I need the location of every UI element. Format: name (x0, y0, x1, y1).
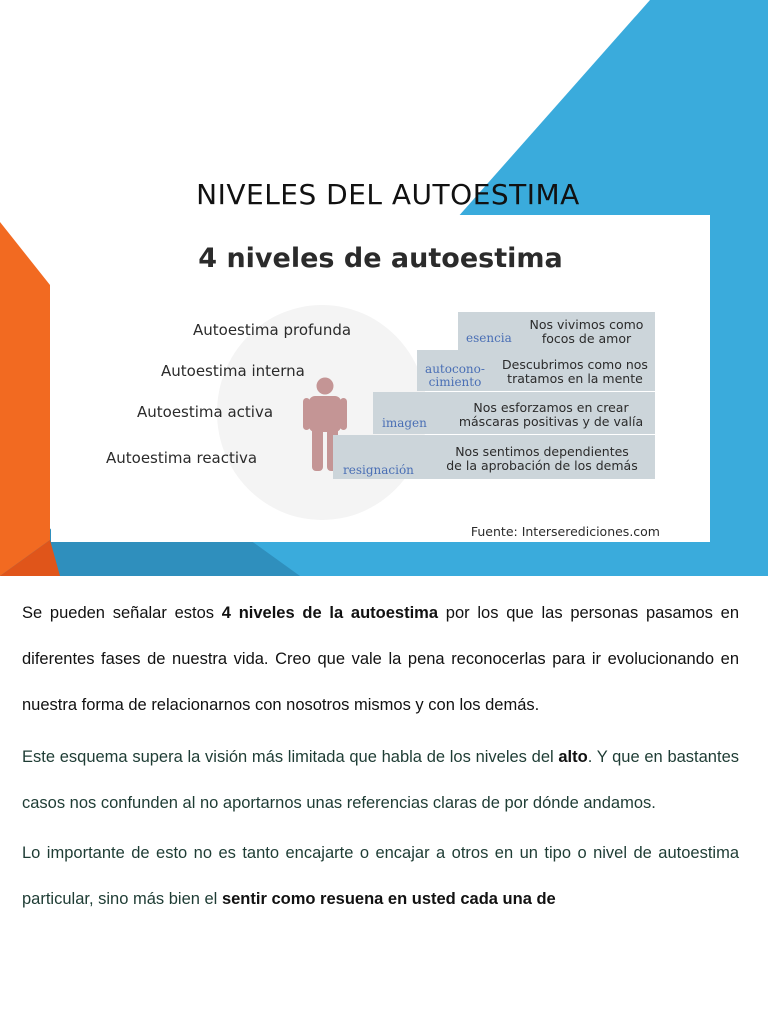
level-label-profunda: Autoestima profunda (193, 321, 352, 339)
step-autoconocimiento (417, 350, 655, 391)
step-word-line: autocono- (425, 362, 485, 376)
level-label-interna: Autoestima interna (161, 362, 305, 380)
level-label-reactiva: Autoestima reactiva (106, 449, 258, 467)
step-description-line: Nos esforzamos en crear (473, 400, 629, 415)
figure-source: Fuente: Interserediciones.com (470, 524, 660, 539)
bold-text: alto (558, 748, 588, 766)
text-run: Se pueden señalar estos (22, 604, 222, 622)
step-esencia (458, 312, 655, 350)
step-description-line: Descubrimos como nos (502, 357, 648, 372)
step-description (429, 445, 655, 473)
slide-title: NIVELES DEL AUTOESTIMA (196, 178, 580, 211)
text-run: por los que las personas pasamos en diferentes fases de nuestra vida. Creo que vale la pena reconocerlas para ir evolucionando en nuestra forma de relacionarnos con nosotros mismos y con los demás. (22, 604, 739, 714)
step-description-line: de la aprobación de los demás (446, 458, 638, 473)
step-description (518, 318, 655, 346)
body-text (22, 590, 739, 922)
step-word: esencia (466, 331, 512, 345)
step-description (495, 358, 655, 386)
step-description-line: tratamos en la mente (507, 371, 643, 386)
step-word (423, 363, 487, 389)
step-description-line: Nos sentimos dependientes (455, 444, 629, 459)
level-label-activa: Autoestima activa (137, 403, 274, 421)
figure-title: 4 niveles de autoestima (198, 243, 563, 274)
bold-text: 4 niveles de la autoestima (221, 604, 439, 622)
text-run: . Y que en bastantes casos nos confunden al no aportarnos unas referencias claras de por dónde andamos. (22, 748, 739, 812)
step-imagen (373, 392, 655, 434)
step-word-line: cimiento (428, 375, 482, 389)
step-word: imagen (382, 416, 427, 430)
text-run: Este esquema supera la visión más limitada que habla de los niveles del (22, 748, 559, 766)
step-description-line: máscaras positivas y de valía (458, 414, 644, 429)
bold-text: sentir como resuena en usted cada una de (221, 890, 556, 908)
step-description-line: focos de amor (541, 331, 632, 346)
text-run: Lo importante de esto no es tanto encajarte o encajar a otros en un tipo o nivel de autoestima particular, sino más bien el (22, 844, 739, 908)
step-description (447, 401, 655, 429)
levels-figure (51, 215, 710, 542)
step-resignacion (333, 435, 655, 479)
step-description-line: Nos vivimos como (529, 317, 644, 332)
paragraph-3 (22, 830, 739, 922)
step-word: resignación (343, 463, 414, 477)
paragraph-1 (22, 590, 739, 728)
paragraph-2 (22, 734, 739, 826)
